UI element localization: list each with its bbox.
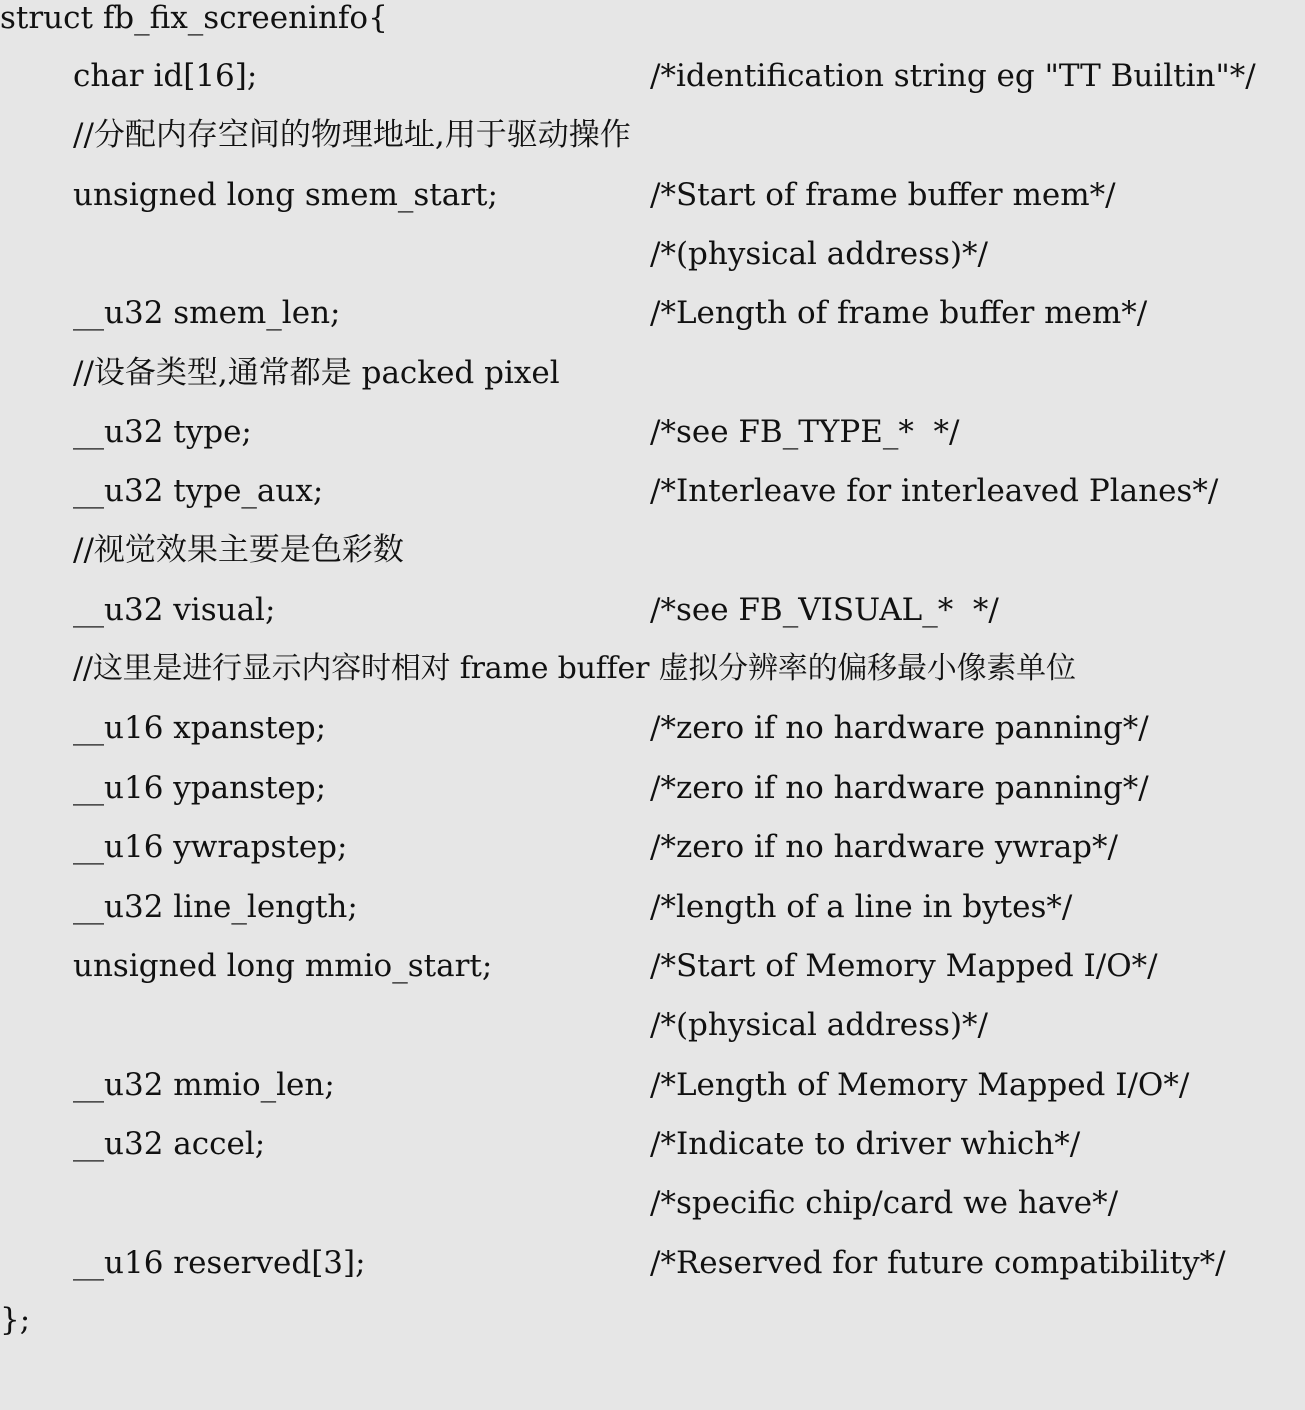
field-declaration: __u16 ywrapstep; [73,829,348,865]
chinese-comment-line [0,651,1305,710]
code-line [0,770,1305,829]
code-line [0,829,1305,888]
code-line [0,1007,1305,1066]
field-comment: /*Interleave for interleaved Planes*/ [650,473,1219,509]
code-line [0,58,1305,117]
field-declaration: __u16 xpanstep; [73,710,327,746]
field-comment: /*zero if no hardware panning*/ [650,710,1149,746]
field-comment: /*see FB_TYPE_* */ [650,414,960,450]
field-comment: /*zero if no hardware panning*/ [650,770,1149,806]
struct-header-line [0,0,1305,59]
chinese-comment-line [0,532,1305,591]
field-comment: /*(physical address)*/ [650,236,988,272]
code-line [0,473,1305,532]
chinese-comment: //分配内存空间的物理地址,用于驱动操作 [73,117,631,153]
field-declaration: char id[16]; [73,58,258,94]
code-line [0,1245,1305,1304]
field-declaration: __u32 visual; [73,592,276,628]
chinese-comment: //这里是进行显示内容时相对 frame buffer 虚拟分辨率的偏移最小像素单位 [73,651,1076,686]
field-comment: /*Start of frame buffer mem*/ [650,177,1116,213]
field-declaration: __u16 ypanstep; [73,770,327,806]
struct-footer-line [0,1302,1305,1361]
field-declaration: __u32 type; [73,414,252,450]
field-declaration: __u32 type_aux; [73,473,324,509]
field-comment: /*zero if no hardware ywrap*/ [650,829,1118,865]
field-declaration: __u32 mmio_len; [73,1067,335,1103]
field-comment: /*Length of Memory Mapped I/O*/ [650,1067,1190,1103]
chinese-comment-line [0,117,1305,176]
code-line [0,592,1305,651]
code-line [0,177,1305,236]
field-declaration: unsigned long mmio_start; [73,948,493,984]
field-declaration: __u16 reserved[3]; [73,1245,366,1281]
chinese-comment: //视觉效果主要是色彩数 [73,532,404,568]
field-comment: /*Start of Memory Mapped I/O*/ [650,948,1158,984]
code-line [0,295,1305,354]
field-comment: /*see FB_VISUAL_* */ [650,592,999,628]
code-line [0,889,1305,948]
field-comment: /*identification string eg "TT Builtin"*/ [650,58,1256,94]
struct-closing: }; [0,1302,31,1338]
field-declaration: __u32 smem_len; [73,295,341,331]
field-declaration: __u32 accel; [73,1126,266,1162]
code-line [0,710,1305,769]
field-comment: /*specific chip/card we have*/ [650,1185,1119,1221]
code-line [0,414,1305,473]
code-line [0,1126,1305,1185]
chinese-comment: //设备类型,通常都是 packed pixel [73,355,560,391]
field-comment: /*length of a line in bytes*/ [650,889,1073,925]
code-line [0,948,1305,1007]
field-comment: /*Reserved for future compatibility*/ [650,1245,1226,1281]
code-line [0,1067,1305,1126]
chinese-comment-line [0,355,1305,414]
struct-declaration: struct fb_fix_screeninfo{ [0,0,388,36]
field-comment: /*Length of frame buffer mem*/ [650,295,1148,331]
code-line [0,236,1305,295]
code-line [0,1185,1305,1244]
field-declaration: __u32 line_length; [73,889,358,925]
field-declaration: unsigned long smem_start; [73,177,498,213]
field-comment: /*Indicate to driver which*/ [650,1126,1081,1162]
field-comment: /*(physical address)*/ [650,1007,988,1043]
